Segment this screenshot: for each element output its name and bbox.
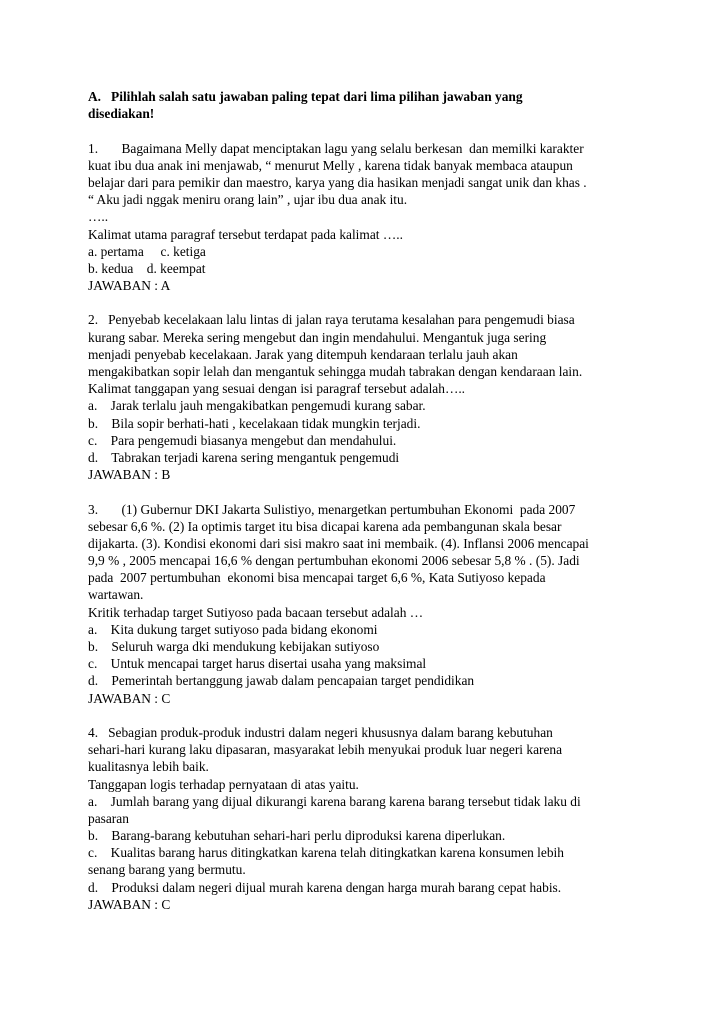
question-2-line: kurang sabar. Mereka sering mengebut dan ingin mendahului. Mengantuk juga sering bbox=[88, 329, 547, 345]
question-2-line: d. Tabrakan terjadi karena sering mengantuk pengemudi bbox=[88, 449, 400, 465]
question-list bbox=[88, 140, 648, 913]
question-4-line: a. Jumlah barang yang dijual dikurangi karena barang karena barang tersebut tidak laku di bbox=[88, 793, 581, 809]
question-2-line: Kalimat tanggapan yang sesuai dengan isi paragraf tersebut adalah….. bbox=[88, 381, 466, 397]
question-1-line: JAWABAN : A bbox=[88, 278, 171, 294]
question-1-line: ….. bbox=[88, 209, 109, 225]
question-4-line: 4. Sebagian produk-produk industri dalam negeri khususnya dalam barang kebutuhan bbox=[88, 724, 553, 740]
question-3-line: a. Kita dukung target sutiyoso pada bidang ekonomi bbox=[88, 621, 378, 637]
document-body bbox=[88, 88, 648, 913]
question-2-line: 2. Penyebab kecelakaan lalu lintas di jalan raya terutama kesalahan para pengemudi biasa bbox=[88, 312, 575, 328]
question-3-line: d. Pemerintah bertanggung jawab dalam pencapaian target pendidikan bbox=[88, 673, 475, 689]
question-3-line: c. Untuk mencapai target harus disertai usaha yang maksimal bbox=[88, 656, 427, 672]
question-4-line: b. Barang-barang kebutuhan sehari-hari perlu diproduksi karena diperlukan. bbox=[88, 828, 506, 844]
question-1-line: kuat ibu dua anak ini menjawab, “ menurut Melly , karena tidak banyak membaca ataupun bbox=[88, 157, 573, 173]
instruction-line-2: disediakan! bbox=[88, 106, 155, 122]
question-2-line: menjadi penyebab kecelakaan. Jarak yang ditempuh kendaraan terlalu jauh akan bbox=[88, 346, 518, 362]
question-3-line: Kritik terhadap target Sutiyoso pada bacaan tersebut adalah … bbox=[88, 604, 424, 620]
question-4-line: sehari-hari kurang laku dipasaran, masyarakat lebih menyukai produk luar negeri karena bbox=[88, 742, 563, 758]
question-3-line: wartawan. bbox=[88, 587, 144, 603]
question-4-line: d. Produksi dalam negeri dijual murah karena dengan harga murah barang cepat habis. bbox=[88, 879, 562, 895]
question-2-line: mengakibatkan sopir lelah dan mengantuk sehingga mudah tabrakan dengan kendaraan lain. bbox=[88, 364, 583, 379]
question-block bbox=[88, 311, 648, 483]
question-1-line: b. kedua d. keempat bbox=[88, 260, 206, 276]
question-3-line: b. Seluruh warga dki mendukung kebijakan sutiyoso bbox=[88, 639, 380, 654]
question-1-line: 1. Bagaimana Melly dapat menciptakan lagu yang selalu berkesan dan memilki karakter bbox=[88, 140, 584, 156]
question-3-line: sebesar 6,6 %. (2) Ia optimis target itu bisa dicapai karena ada pembangunan skala besar bbox=[88, 518, 562, 534]
question-2-line: a. Jarak terlalu jauh mengakibatkan pengemudi kurang sabar. bbox=[88, 398, 426, 414]
question-4-line: pasaran bbox=[88, 810, 129, 826]
question-1-line: Kalimat utama paragraf tersebut terdapat pada kalimat ….. bbox=[88, 226, 403, 242]
question-2-line: b. Bila sopir berhati-hati , kecelakaan tidak mungkin terjadi. bbox=[88, 415, 421, 431]
spacer bbox=[88, 707, 648, 724]
question-3-line: JAWABAN : C bbox=[88, 690, 171, 706]
question-4-line: c. Kualitas barang harus ditingkatkan karena telah ditingkatkan karena konsumen lebih bbox=[88, 845, 564, 861]
question-4-line: senang barang yang bermutu. bbox=[88, 862, 246, 878]
question-2-line: JAWABAN : B bbox=[88, 467, 171, 483]
question-3-line: 9,9 % , 2005 mencapai 16,6 % dengan pertumbuhan ekonomi 2006 sebesar 5,8 % . (5). Jadi bbox=[88, 553, 580, 569]
instruction-line-1: A. Pilihlah salah satu jawaban paling tepat dari lima pilihan jawaban yang bbox=[88, 89, 523, 104]
question-1-line: belajar dari para pemikir dan maestro, karya yang dia hasikan menjadi sangat unik dan khas . bbox=[88, 174, 587, 190]
question-1-line: “ Aku jadi nggak meniru orang lain” , ujar ibu dua anak itu. bbox=[88, 192, 408, 208]
question-block bbox=[88, 501, 648, 707]
question-4-line: JAWABAN : C bbox=[88, 896, 171, 912]
spacer bbox=[88, 122, 648, 139]
question-1-line: a. pertama c. ketiga bbox=[88, 243, 206, 259]
question-block bbox=[88, 140, 648, 295]
question-3-line: 3. (1) Gubernur DKI Jakarta Sulistiyo, menargetkan pertumbuhan Ekonomi pada 2007 bbox=[88, 501, 576, 517]
question-block bbox=[88, 724, 648, 913]
question-3-line: dijakarta. (3). Kondisi ekonomi dari sisi makro saat ini membaik. (4). Inflansi 2006 mencapai bbox=[88, 535, 589, 551]
question-4-line: Tanggapan logis terhadap pernyataan di atas yaitu. bbox=[88, 776, 359, 792]
question-3-line: pada 2007 pertumbuhan ekonomi bisa mencapai target 6,6 %, Kata Sutiyoso kepada bbox=[88, 570, 546, 586]
question-4-line: kualitasnya lebih baik. bbox=[88, 759, 209, 775]
spacer bbox=[88, 294, 648, 311]
spacer bbox=[88, 483, 648, 500]
question-2-line: c. Para pengemudi biasanya mengebut dan mendahului. bbox=[88, 432, 397, 448]
